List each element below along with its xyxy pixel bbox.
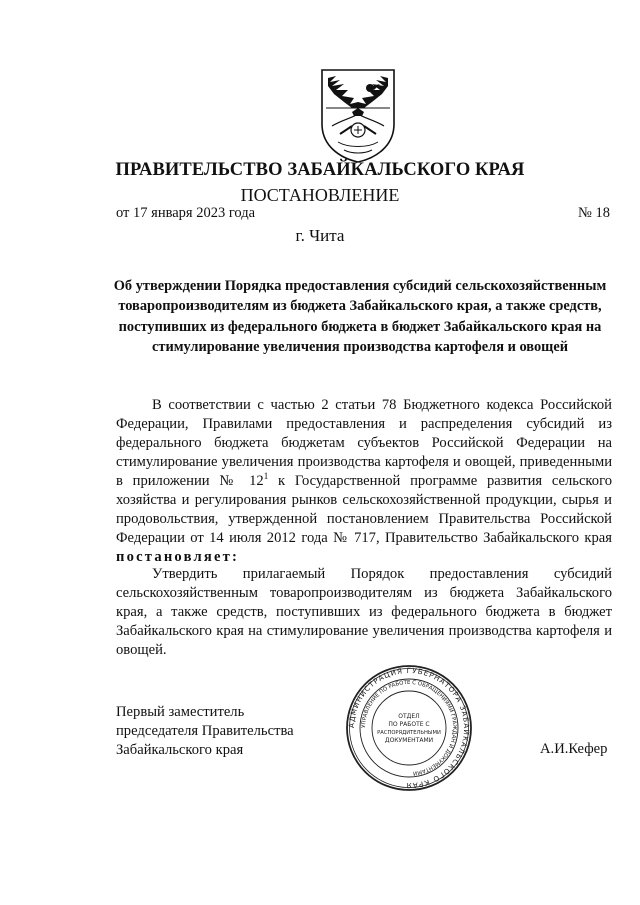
government-title: ПРАВИТЕЛЬСТВО ЗАБАЙКАЛЬСКОГО КРАЯ — [115, 160, 525, 180]
document-subject: Об утверждении Порядка предоставления субсидий сельскохозяйственным товаропроизводителям из бюджета Забайкальского края, а также средств, поступивших из федерального бюджета в бюджет Забайкальского края на стимулирование увеличения производства картофеля и овощей — [113, 278, 607, 355]
official-stamp — [345, 664, 473, 792]
para1-superscript: 1 — [263, 471, 269, 482]
stamp-center-4: ДОКУМЕНТАМИ — [384, 737, 434, 744]
signer-name: А.И.Кефер — [540, 741, 608, 757]
body-paragraph-1 — [116, 396, 612, 567]
body-paragraph-2 — [116, 565, 612, 660]
para1-text-b: к Государственной программе развития сельского хозяйства и регулирования рынков сельскохозяйственной продукции, сырья и продовольствия, утвержденной постановлением Правительства Российской Федерации от 14 июля 2012 года № 717, Правительство Забайкальского края — [116, 473, 612, 546]
stamp-center-2: ПО РАБОТЕ С — [388, 721, 430, 728]
document-city: г. Чита — [295, 226, 345, 245]
document-type: ПОСТАНОВЛЕНИЕ — [240, 185, 400, 205]
signer-line-3: Забайкальского края — [116, 742, 244, 758]
stamp-outer-text: АДМИНИСТРАЦИЯ ГУБЕРНАТОРА ЗАБАЙКАЛЬСКОГО КРАЯ — [346, 665, 472, 791]
coat-of-arms-icon — [318, 68, 398, 164]
stamp-center-3: РАСПОРЯДИТЕЛЬНЫМИ — [377, 730, 441, 736]
stamp-center-1: ОТДЕЛ — [398, 713, 420, 720]
document-number: № 18 — [578, 205, 610, 221]
signer-line-1: Первый заместитель — [116, 704, 245, 720]
document-date: от 17 января 2023 года — [116, 205, 256, 221]
signer-line-2: председателя Правительства — [116, 723, 294, 739]
stamp-inner-text: УПРАВЛЕНИЕ ПО РАБОТЕ С ОБРАЩЕНИЯМИ ГРАЖДАН И ДОКУМЕНТАМИ — [360, 679, 458, 776]
para1-text-a: В соответствии с частью 2 статьи 78 Бюджетного кодекса Российской Федерации, Правилами предоставления и распределения субсидий из федерального бюджета бюджетам субъектов Российской Федерации на стимулирование увеличения производства картофеля и овощей, приведенными в приложении № 12 — [116, 397, 612, 489]
resolution-word: постановляет: — [116, 549, 240, 565]
signer-position — [116, 703, 294, 760]
para2-text: Утвердить прилагаемый Порядок предоставления субсидий сельскохозяйственным товаропроизводителям из бюджета Забайкальского края, а также средств, поступивших из федерального бюджета в бюджет Забайкальского края на стимулирование увеличения производства картофеля и овощей. — [116, 566, 612, 658]
